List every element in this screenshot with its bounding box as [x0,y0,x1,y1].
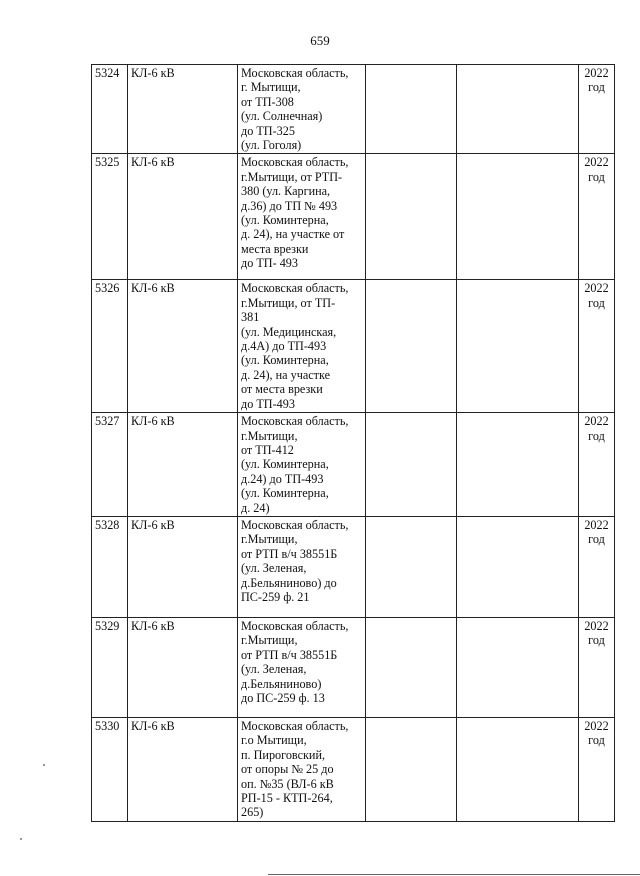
cell-number: 5324 [92,65,128,154]
cell-year: 2022 год [579,717,615,821]
cell-empty [457,617,579,717]
cell-route: Московская область, г.Мытищи, от ТП-412 (ул. Коминтерна, д.24) до ТП-493 (ул. Коминтерна, д. 24) [238,413,366,517]
cell-empty [366,65,457,154]
cell-year: 2022 год [579,65,615,154]
table-row [92,280,615,413]
cell-route: Московская область, г.о Мытищи, п. Пироговский, от опоры № 25 до оп. №35 (ВЛ-6 кВ РП-15 - КТП-264, 265) [238,717,366,821]
table-row [92,617,615,717]
table-body [92,65,615,822]
cell-number: 5325 [92,154,128,280]
cell-route: Московская область, г.Мытищи, от ТП- 381 (ул. Медицинская, д.4А) до ТП-493 (ул. Коминтерна, д. 24), на участке от места врезки до ТП-493 [238,280,366,413]
table-row [92,413,615,517]
cell-type: КЛ-6 кВ [128,65,238,154]
table-row [92,516,615,617]
cell-empty [366,717,457,821]
cell-year: 2022 год [579,154,615,280]
cell-type: КЛ-6 кВ [128,717,238,821]
cell-type: КЛ-6 кВ [128,154,238,280]
cell-number: 5326 [92,280,128,413]
table-row [92,717,615,821]
cell-number: 5327 [92,413,128,517]
table-row [92,154,615,280]
scan-dust-mark [43,764,45,766]
cell-empty [457,154,579,280]
cell-number: 5330 [92,717,128,821]
cell-empty [366,154,457,280]
cell-empty [457,280,579,413]
cell-year: 2022 год [579,280,615,413]
objects-table [91,64,615,822]
cell-empty [366,617,457,717]
cell-type: КЛ-6 кВ [128,280,238,413]
cell-empty [457,65,579,154]
cell-empty [366,516,457,617]
cell-route: Московская область, г.Мытищи, от РТП в/ч 38551Б (ул. Зеленая, д.Бельяниново) до ПС-259 ф. 21 [238,516,366,617]
cell-empty [366,280,457,413]
cell-route: Московская область, г.Мытищи, от РТП в/ч 38551Б (ул. Зеленая, д.Бельяниново) до ПС-259 ф. 13 [238,617,366,717]
cell-empty [366,413,457,517]
cell-type: КЛ-6 кВ [128,617,238,717]
table-row [92,65,615,154]
scan-edge-line [268,874,640,875]
scan-dust-mark [20,838,22,840]
cell-number: 5329 [92,617,128,717]
cell-empty [457,516,579,617]
cell-type: КЛ-6 кВ [128,516,238,617]
cell-empty [457,717,579,821]
cell-type: КЛ-6 кВ [128,413,238,517]
page-number: 659 [310,33,330,48]
cell-year: 2022 год [579,413,615,517]
cell-number: 5328 [92,516,128,617]
cell-empty [457,413,579,517]
cell-route: Московская область, г.Мытищи, от РТП- 380 (ул. Каргина, д.36) до ТП № 493 (ул. Коминтерна, д. 24), на участке от места врезки до ТП- 493 [238,154,366,280]
cell-year: 2022 год [579,516,615,617]
cell-route: Московская область, г. Мытищи, от ТП-308 (ул. Солнечная) до ТП-325 (ул. Гоголя) [238,65,366,154]
cell-year: 2022 год [579,617,615,717]
